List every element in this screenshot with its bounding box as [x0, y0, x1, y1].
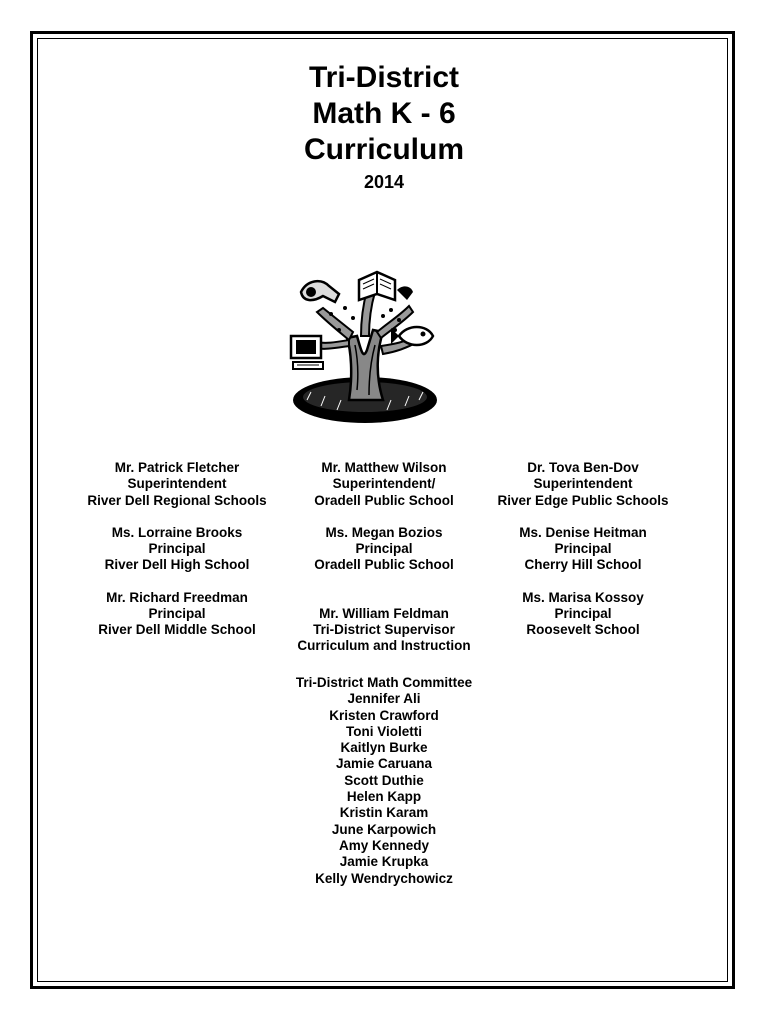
- committee-member: Jamie Krupka: [339, 854, 429, 870]
- person-role: Tri-District Supervisor: [313, 622, 455, 638]
- person-org: River Dell Middle School: [98, 622, 256, 638]
- person-org: River Dell High School: [104, 557, 250, 573]
- person-role: Superintendent: [127, 476, 227, 492]
- column-right: [460, 460, 706, 655]
- person-name: Mr. William Feldman: [319, 605, 449, 621]
- person-org: Roosevelt School: [526, 622, 640, 638]
- person-org: River Dell Regional Schools: [87, 492, 267, 508]
- committee-member: Jennifer Ali: [347, 691, 421, 707]
- committee-member: June Karpowich: [331, 821, 437, 837]
- person-org: River Edge Public Schools: [497, 492, 669, 508]
- title-line-3: Curriculum: [303, 133, 465, 166]
- person-name: Mr. Richard Freedman: [106, 589, 248, 605]
- person-role: Principal: [554, 606, 612, 622]
- person-org: Oradell Public School: [314, 557, 454, 573]
- committee-member: Kristin Karam: [339, 805, 429, 821]
- committee-list: [262, 675, 506, 887]
- person-role: Superintendent: [533, 476, 633, 492]
- person-name: Ms. Lorraine Brooks: [111, 524, 243, 540]
- person-entry: [460, 460, 706, 509]
- title-year: 2014: [363, 172, 405, 192]
- committee-member: Kelly Wendrychowicz: [315, 870, 453, 886]
- committee-heading: Tri-District Math Committee: [295, 675, 473, 690]
- person-role: Principal: [554, 541, 612, 557]
- person-role: Superintendent/: [332, 476, 436, 492]
- person-org: Curriculum and Instruction: [297, 638, 471, 654]
- person-role: Principal: [148, 541, 206, 557]
- title-line-1: Tri-District: [308, 61, 460, 94]
- committee-member: Jamie Caruana: [335, 756, 433, 772]
- committee-member: Toni Violetti: [346, 723, 422, 739]
- committee-member: Scott Duthie: [344, 772, 424, 788]
- title-line-2: Math K - 6: [312, 97, 456, 130]
- tree-of-knowledge-icon: [287, 250, 437, 425]
- committee-member: Kristen Crawford: [329, 707, 439, 723]
- person-name: Ms. Marisa Kossoy: [522, 589, 644, 605]
- person-entry: [460, 525, 706, 574]
- committee-member: Helen Kapp: [346, 789, 422, 805]
- person-role: Principal: [148, 606, 206, 622]
- committee-members: [262, 691, 506, 887]
- person-name: Mr. Patrick Fletcher: [114, 460, 240, 475]
- person-name: Ms. Denise Heitman: [519, 524, 647, 540]
- person-name: Dr. Tova Ben-Dov: [527, 460, 639, 475]
- person-role: Principal: [355, 541, 413, 557]
- person-name: Ms. Megan Bozios: [325, 524, 443, 540]
- committee-member: Kaitlyn Burke: [340, 740, 428, 756]
- committee-member: Amy Kennedy: [338, 837, 430, 853]
- person-org: Cherry Hill School: [524, 557, 642, 573]
- person-org: Oradell Public School: [314, 492, 454, 508]
- person-entry: [460, 590, 706, 639]
- person-name: Mr. Matthew Wilson: [321, 460, 447, 475]
- title-block: [0, 60, 768, 194]
